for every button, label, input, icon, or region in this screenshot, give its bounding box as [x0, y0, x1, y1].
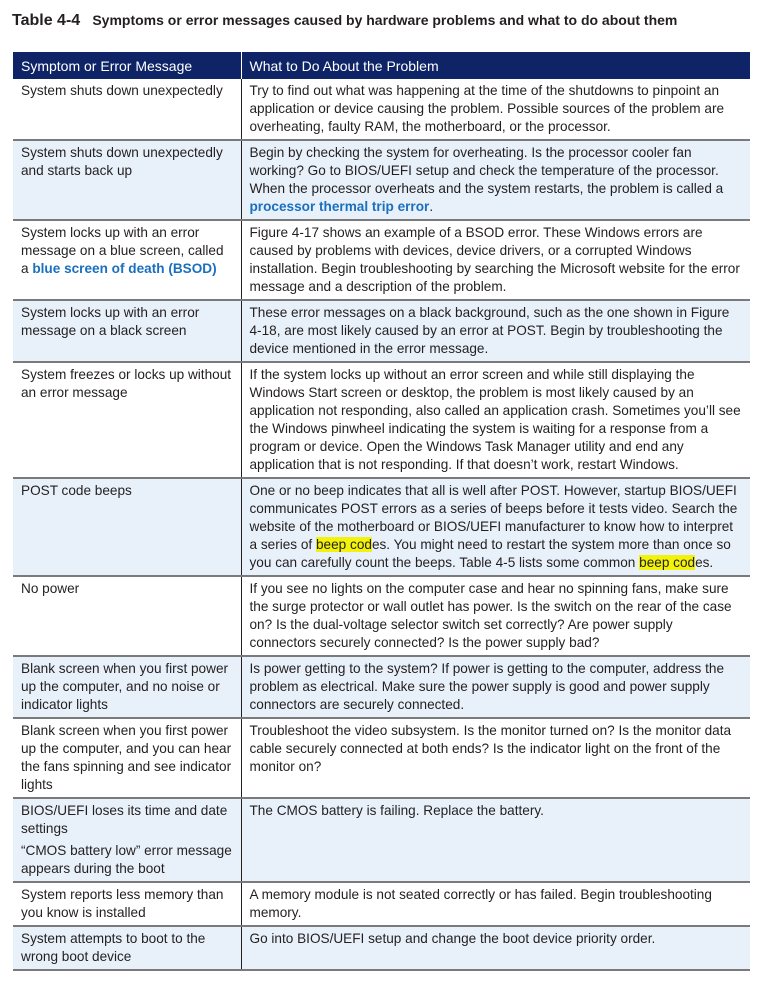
- table-row: [13, 576, 750, 656]
- action-cell: Troubleshoot the video subsystem. Is the monitor turned on? Is the monitor data cable securely connected at both ends? Is the indicator light on the front of the monitor on?: [241, 718, 750, 798]
- symptom-cell: System shuts down unexpectedly and starts back up: [13, 140, 241, 220]
- action-cell: These error messages on a black background, such as the one shown in Figure 4-18, are most likely caused by an error at POST. Begin by troubleshooting the device mentioned in the error message.: [241, 300, 750, 362]
- symptom-text: BIOS/UEFI loses its time and date settings: [21, 803, 228, 836]
- symptom-cell: System reports less memory than you know is installed: [13, 882, 241, 926]
- action-cell: If you see no lights on the computer case and hear no spinning fans, make sure the surge protector or wall outlet has power. Is the switch on the rear of the case on? Is the dual-voltage selector switch set correctly? Are power supply connectors securely connected? Is the power supply bad?: [241, 576, 750, 656]
- symptom-cell: POST code beeps: [13, 478, 241, 576]
- column-header-action: What to Do About the Problem: [241, 52, 750, 79]
- action-text: .: [429, 199, 434, 214]
- table-row: [13, 220, 750, 300]
- table-row: [13, 656, 750, 718]
- table-number: Table 4-4: [12, 12, 81, 29]
- symptom-cell: No power: [13, 576, 241, 656]
- table-row: [13, 300, 750, 362]
- key-term-bsod[interactable]: blue screen of death (BSOD): [32, 261, 217, 276]
- symptom-cell: System attempts to boot to the wrong boot device: [13, 926, 241, 970]
- action-text: es. You might need to restart the system more than once so you can carefully count the beeps. Table 4-5 lists some common: [249, 537, 731, 570]
- action-cell: Is power getting to the system? If power is getting to the computer, address the problem as electrical. Make sure the power supply is good and power supply connectors are securely connected.: [241, 656, 750, 718]
- symptom-cell: System locks up with an error message on a black screen: [13, 300, 241, 362]
- action-cell: Go into BIOS/UEFI setup and change the boot device priority order.: [241, 926, 750, 970]
- symptom-cell: [13, 220, 241, 300]
- table-title: Symptoms or error messages caused by hardware problems and what to do about them: [92, 12, 678, 28]
- key-term-processor-thermal-trip-error[interactable]: processor thermal trip error: [249, 199, 430, 214]
- action-text: Begin by checking the system for overheating. Is the processor cooler fan working? Go to BIOS/UEFI setup and check the temperature of the processor. When the processor overheats and the system restarts, the problem is called a: [249, 145, 724, 196]
- action-cell: Figure 4-17 shows an example of a BSOD error. These Windows errors are caused by problems with devices, device drivers, or a corrupted Windows installation. Begin troubleshooting by searching the Microsoft website for the error message and a description of the problem.: [241, 220, 750, 300]
- symptom-cell: Blank screen when you first power up the computer, and you can hear the fans spinning and see indicator lights: [13, 718, 241, 798]
- table-header-row: [13, 52, 750, 79]
- action-cell: [241, 478, 750, 576]
- symptom-text-secondary: “CMOS battery low” error message appears during the boot: [21, 843, 232, 876]
- table-row: [13, 798, 750, 882]
- table-row: [13, 478, 750, 576]
- action-cell: If the system locks up without an error screen and while still displaying the Windows Start screen or desktop, the problem is most likely caused by an application not responding, also called an application crash. Sometimes you’ll see the Windows pinwheel indicating the system is waiting for a response from a program or device. Open the Windows Task Manager utility and end any application that is not responding. If that doesn’t work, restart Windows.: [241, 362, 750, 478]
- symptom-cell: System shuts down unexpectedly: [13, 79, 241, 140]
- action-cell: A memory module is not seated correctly or has failed. Begin troubleshooting memory.: [241, 882, 750, 926]
- symptom-text: System locks up with an error message on a blue screen, called a: [21, 225, 224, 276]
- symptom-cell: Blank screen when you first power up the computer, and no noise or indicator lights: [13, 656, 241, 718]
- action-text: es.: [695, 555, 714, 570]
- action-cell: The CMOS battery is failing. Replace the battery.: [241, 798, 750, 882]
- search-highlight: beep cod: [316, 537, 372, 552]
- search-highlight: beep cod: [639, 555, 696, 570]
- action-text: One or no beep indicates that all is well after POST. However, startup BIOS/UEFI communicates POST errors as a series of beeps before it tests video. Search the website of the motherboard or BIOS/UEFI manufacturer to know how to interpret a series of: [249, 483, 738, 552]
- symptom-cell: [13, 798, 241, 882]
- table-row: [13, 882, 750, 926]
- column-header-symptom: Symptom or Error Message: [13, 52, 241, 79]
- table-row: [13, 926, 750, 970]
- action-cell: Try to find out what was happening at the time of the shutdowns to pinpoint an application or device causing the problem. Possible sources of the problem are overheating, faulty RAM, the motherboard, or the processor.: [241, 79, 750, 140]
- table-row: [13, 140, 750, 220]
- action-cell: [241, 140, 750, 220]
- table-caption: [12, 12, 677, 30]
- table-row: [13, 718, 750, 798]
- symptoms-table: [13, 52, 750, 971]
- symptom-cell: System freezes or locks up without an error message: [13, 362, 241, 478]
- table-row: [13, 362, 750, 478]
- table-row: [13, 79, 750, 140]
